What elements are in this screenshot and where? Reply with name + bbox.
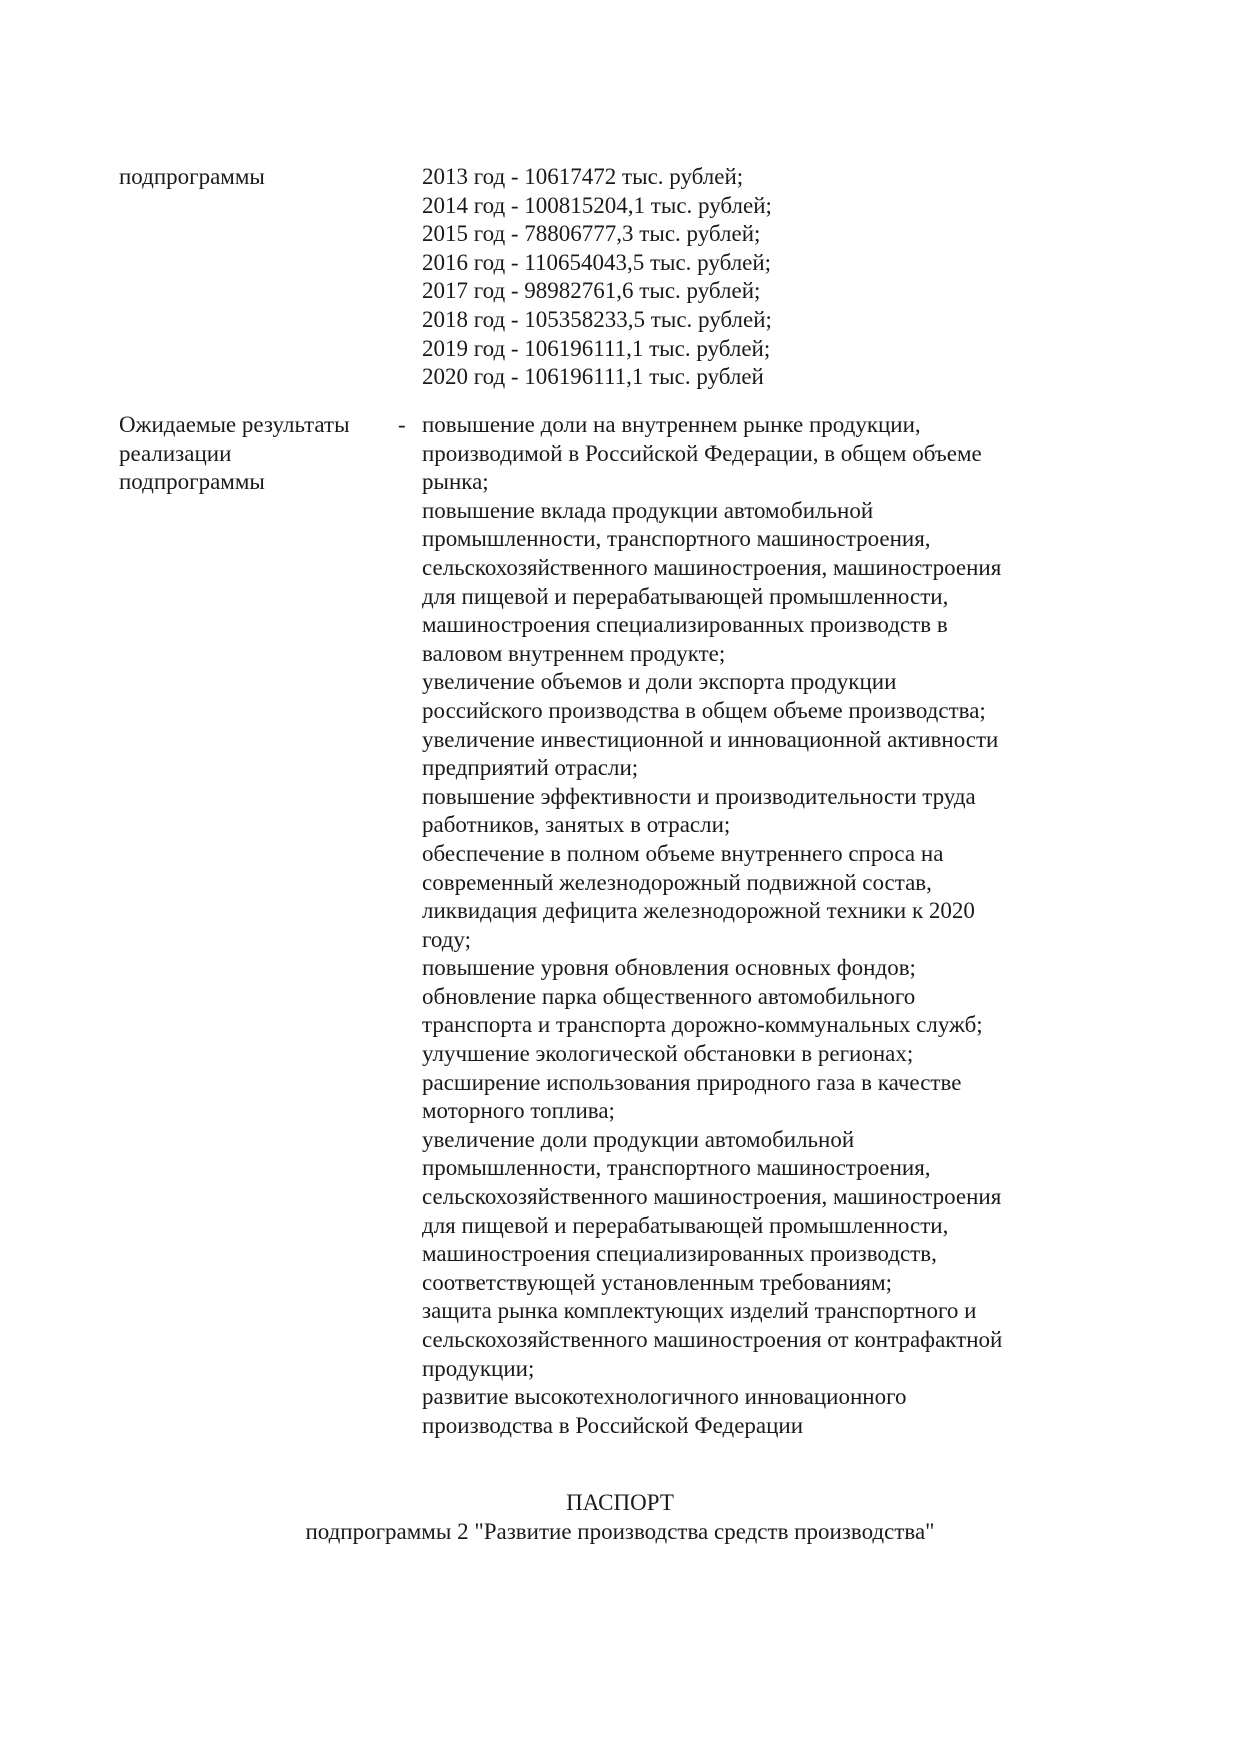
results-line: продукции;: [422, 1355, 535, 1381]
results-label: [119, 411, 419, 497]
results-line: сельскохозяйственного машиностроения, машиностроения: [422, 1184, 1002, 1210]
results-line: промышленности, транспортного машиностроения,: [422, 526, 931, 552]
results-line: соответствующей установленным требованиям;: [422, 1269, 893, 1295]
funding-year-line: 2013 год - 10617472 тыс. рублей;: [422, 164, 744, 189]
results-line: увеличение инвестиционной и инновационной активности: [422, 726, 999, 752]
results-line: защита рынка комплектующих изделий транспортного и: [422, 1298, 977, 1324]
funding-year-line: 2019 год - 106196111,1 тыс. рублей;: [422, 335, 771, 361]
results-line: повышение уровня обновления основных фондов;: [422, 955, 916, 981]
results-line: рынка;: [422, 469, 489, 495]
results-label-text: Ожидаемые результаты: [119, 412, 350, 437]
results-line: моторного топлива;: [422, 1098, 615, 1124]
results-line: производимой в Российской Федерации, в общем объеме: [422, 440, 982, 466]
results-label-line: реализации: [119, 440, 232, 466]
funding-label-line: подпрограммы: [119, 164, 265, 189]
funding-year-line: 2016 год - 110654043,5 тыс. рублей;: [422, 249, 772, 275]
results-separator: -: [398, 412, 406, 437]
results-line: повышение вклада продукции автомобильной: [422, 497, 874, 523]
results-values: [422, 411, 1082, 1440]
results-line: увеличение доли продукции автомобильной: [422, 1126, 855, 1152]
results-line: современный железнодорожный подвижной состав,: [422, 869, 932, 895]
funding-values: [422, 163, 1082, 392]
results-line: промышленности, транспортного машиностроения,: [422, 1155, 931, 1181]
results-line: обновление парка общественного автомобильного: [422, 983, 916, 1009]
results-line: увеличение объемов и доли экспорта продукции: [422, 669, 897, 695]
results-line: для пищевой и перерабатывающей промышленности,: [422, 583, 949, 609]
results-label-line: подпрограммы: [119, 469, 265, 495]
funding-year-line: 2014 год - 100815204,1 тыс. рублей;: [422, 192, 772, 218]
results-line: расширение использования природного газа в качестве: [422, 1069, 962, 1095]
results-line: повышение эффективности и производительности труда: [422, 783, 976, 809]
passport-subtitle: подпрограммы 2 "Развитие производства средств производства": [305, 1519, 935, 1544]
results-line: для пищевой и перерабатывающей промышленности,: [422, 1212, 949, 1238]
results-line: ликвидация дефицита железнодорожной техники к 2020: [422, 898, 975, 924]
results-label-line: [119, 411, 419, 440]
funding-year-line: 2015 год - 78806777,3 тыс. рублей;: [422, 221, 761, 247]
results-line: машиностроения специализированных производств в: [422, 612, 948, 638]
results-line: российского производства в общем объеме производства;: [422, 697, 986, 723]
results-line: повышение доли на внутреннем рынке продукции,: [422, 412, 921, 437]
results-line: предприятий отрасли;: [422, 755, 639, 781]
funding-year-line: 2018 год - 105358233,5 тыс. рублей;: [422, 306, 772, 332]
results-line: работников, занятых в отрасли;: [422, 812, 731, 838]
results-line: улучшение экологической обстановки в регионах;: [422, 1041, 914, 1067]
results-line: году;: [422, 926, 471, 952]
results-line: транспорта и транспорта дорожно-коммунальных служб;: [422, 1012, 983, 1038]
funding-year-line: 2020 год - 106196111,1 тыс. рублей: [422, 364, 764, 390]
results-line: производства в Российской Федерации: [422, 1412, 804, 1438]
results-line: сельскохозяйственного машиностроения от контрафактной: [422, 1327, 1003, 1352]
funding-label: [119, 163, 419, 192]
passport-title: ПАСПОРТ: [566, 1490, 674, 1515]
results-line: машиностроения специализированных производств,: [422, 1241, 937, 1267]
results-line: валовом внутреннем продукте;: [422, 640, 726, 666]
funding-year-line: 2017 год - 98982761,6 тыс. рублей;: [422, 278, 761, 304]
results-line: обеспечение в полном объеме внутреннего спроса на: [422, 840, 944, 866]
results-line: сельскохозяйственного машиностроения, машиностроения: [422, 554, 1002, 580]
results-line: развитие высокотехнологичного инновационного: [422, 1384, 907, 1410]
